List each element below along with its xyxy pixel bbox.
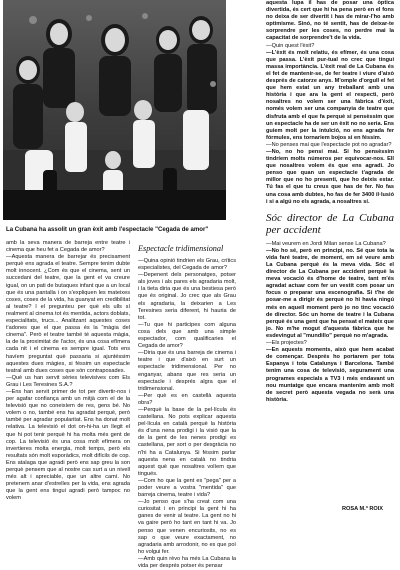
paragraph: —No penses mai que l'espectacle pot no agradar?: [266, 141, 392, 148]
paragraph: —Quina opinió tindrien els Grau, crítics especialistes, del Cegada de amor?: [138, 258, 236, 272]
section-heading: Espectacle tridimensional: [138, 244, 224, 253]
paragraph: —En aquests moments, això que hem acabat de començar. Després ho portarem per tota Espanya i tota Catalunya i Barcelona. També tenim una cosa de televisió, segurament una programes especials a TV3 i més endavant un nou muntatge que encara mantenim amb molt de secret però aquesta vegada no serà una història.: [266, 347, 394, 403]
photo-caption: La Cubana ha assolit un gran èxit amb l'espectacle "Cegada de amor": [6, 226, 209, 233]
paragraph: —Quin quest l'èxit?: [266, 42, 315, 49]
paragraph: aquesta lupa il has de posar una òptica divertida, és cert que hi ha pena però en el fons no deixa de ser divertit i has de mirar-l'ho amb optimisme. Sinó, no té sentit, has de deixar-te sorprendre per les coses, no perdre mai la capacitat de sorprendre't de la vida.: [266, 0, 394, 42]
cast-photo-image: [3, 0, 226, 220]
paragraph: —Mai veurem en Jordi Milan sense La Cubana?: [266, 240, 386, 247]
paragraph: —Com ho que la gent es "pega" per a poder veure a vostra "mentida" que barreja cinema, teatre i vida?: [138, 477, 236, 499]
column-2: [138, 226, 236, 570]
paragraph: —No ho sé, però en principi, no. Sé que tota la vida faré teatre, de moment, em sé veure amb La Cubana perquè és la meva vida. Sóc el director de La Cubana per accident perquè la meva vocació és d'home de teatre, tant m'és agradat actuar com fer un vestit com posar un focus o preparar una escenografia. Si t'he de posar-me a dirigir és perquè no hi havia ningú més en aquell moment però jo no tinc vocació de director. Sóc un home de teatre i la Cubana perquè és una gent que ha pensat el mateix que jo. No m'he mogut d'aquesta fàbrica que he esdevingut al "mundillo" perquè no m'agrada.: [266, 247, 394, 339]
column-1: [6, 240, 130, 502]
paragraph: —Amb quin rèvo ha més La Cubana la vida per després potser és pensar: [138, 555, 236, 570]
author-byline: ROSA M.ª ROIX: [342, 506, 384, 512]
paragraph: —L'èxit és molt relatiu, és efímer, és una cosa que passa. L'èxit pur-tual no crec que tingui massa importància. L'èxit real de La Cubana és el fet de mantenir-se, de fer teatre i viure d'això després de catorze anys. M'omple d'orgull el fet que hem estat un any treballant amb una història i que ara la gent el respecti, però nosaltres no volem ser una fàbrica d'èxit, només volem ser una companyia de teatre que disfruta amb el que fa perquè si pensèssim que un espectacle ha de ser un èxit no no seria. Ens guiem molt per la intuïció, no ens agrada fer fórmules, ens tornariem bojos si en féssim.: [266, 49, 394, 141]
paragraph: —Els projectes?: [266, 340, 307, 347]
cast-photo: [3, 0, 226, 220]
paragraph: —No, no ho pensi mai. Si ho pensèssim tindríem molts números per equivocar-nos. Ell que nosaltres volem és que ens agradi. Jo penso que quan un espectacle t'agrada de millor que no ho presenti, que ho deixis estar. Tú fas el que tu creus que has de fer. No fas una cosa amb dubtes, ho fas de fer 3400 il·lusió i si a algú no els agrada, a nosaltres sí.: [266, 148, 394, 205]
paragraph: —Jo penso que s'ha creat com una curiositat i en principi la gent hi ha ganes de venir al teatre. La gent no hi va gaire però ho tant en tant hi va. Jo penso que venen encuriosits, no es sap o que veure exactament, no agradaria amb arrodonir, no es que poí ho volgui fer.: [138, 499, 236, 555]
paragraph: —Depenent dels personatges, potser als joves i als pares els agradaria molt, i la tieta diria que és una bestiesa però que és original. Jo crec que als Grau els agradaria, la deixarien a Les Teresines seria diferent, hi hauria de tot.: [138, 272, 236, 321]
paragraph: amb la seva manera de barreja entre teatre i cinema que heu fet a Cegada de amor?: [6, 240, 130, 254]
paragraph: —Per què es en castellà aquesta obra?: [138, 392, 236, 406]
paragraph: —Aquesta manera de barrejar és precisament perquè ens agrada el teatre. Sempre tenim dubte molt innocent. ¿Com és que el cinema, sent un succedani del teatre, que la gent el va creure igual, on un pati de butaques infant que a un local que és una pantalla i on s'expliquen les mateixes coses, coses de la vida, ha guanyat en credibilitat al teatre? I el pregunteu per què els ulls sí realment al cinema tot és mentida, actors doblats, especialitats, trucs... Analitzant aquestes coses t'adones que el que passa és la "màgia del cinema". Però el teatre també té aquesta màgia, la de la proximitat de l'actor, és una cosa efímera cada nit i el cinema es sempre igual. Tots ens havíem preguntat què passaria si ajuntéssim aquestes dues màgies, si féssim un espectacle teatral amb dues coses que són contraposades.: [6, 254, 130, 374]
column-3: [266, 0, 394, 404]
paragraph: —Diria que és una barreja de cinema i teatre i que d'això en surt un espectacle tridimensional. Per no enganyar, abans que res seria un espectacle i després algra que el tridimensional.: [138, 350, 236, 392]
paragraph: —Tu que hi participes com alguna cosa dels que amb una simple espectador, com qualificaries el Cegada de amor?: [138, 321, 236, 350]
paragraph: —Què us han servit sèries televisives com Els Grau i Les Teresines S.A.?: [6, 374, 130, 388]
section-heading: Sóc director de La Cubana per accident: [266, 211, 394, 236]
paragraph: —Perquè la base de la pel·lícula és castellana. No pots explicar aquesta pel·lícula en català perquè la història és d'una nena prodigi i la visió que la de la gent de les nenes prodigi es castellana, per sort o per desgràcia no n'hi ha a Catalunya. Si féssim parlar aquesta nena en català no tindria aquest què que nosaltres volíem que tingués.: [138, 406, 236, 477]
paragraph: —Ens han servit primer de tot per divertir-nos i per agafar confiança amb un mitjà com el de la televisió que no coneixíem de res, gens bé. No volem o no, també ens ha agradat perquè, però també per agradar popularitat. Ens ha donat molt relativa. La televisió el dot on-hi-ha un llegit el que hi pot tenir perquè hi ha molta més gent de cop. La televisió és una cosa molt efímera on invertieres molta energia, molt temps, però els resultats són molt esporàdics, molt difícils de cop. Ens atalaga que agradi però ens sap greu la son perquè pensem que al nostre cas surt a un nivell més alt i apreciable, que un altre camí. No pretenem anar d'estrelles per la vida, ens agrada que la gent ens tingui agradi però tampoc no volem: [6, 388, 130, 502]
